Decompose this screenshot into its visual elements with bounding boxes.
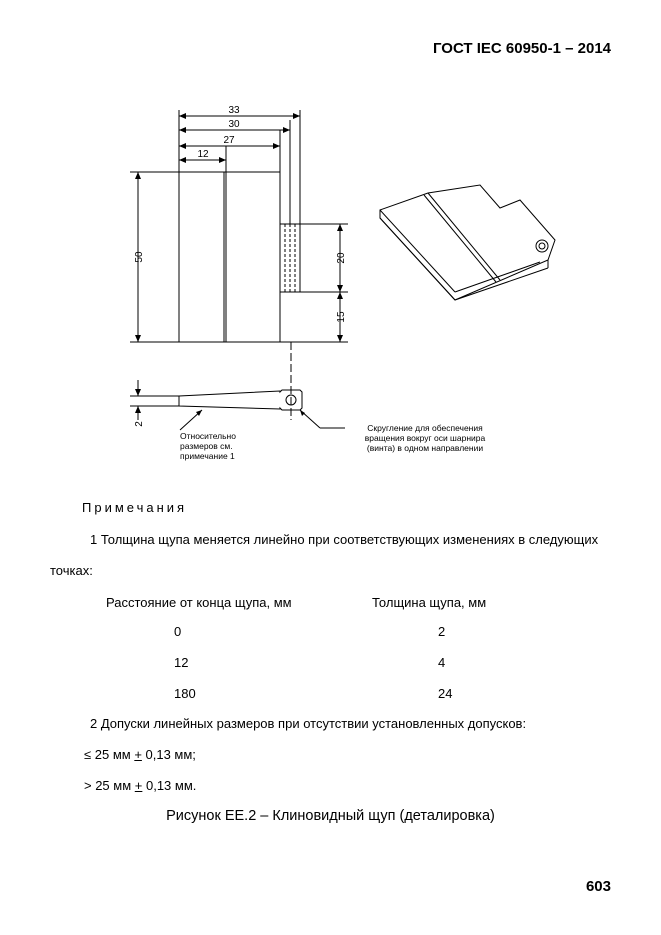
dim-27: 27 [223, 135, 235, 146]
page-number: 603 [585, 878, 611, 895]
callout-right-line-1: Скругление для обеспечения [367, 423, 483, 433]
table-header-thickness: Толщина щупа, мм [372, 595, 487, 610]
note-2: 2 Допуски линейных размеров при отсутствии установленных допусков: [90, 716, 527, 731]
dim-15: 15 [336, 311, 347, 323]
notes-heading: Примечания [82, 500, 188, 515]
table-header-distance: Расстояние от конца щупа, мм [106, 595, 292, 610]
tolerance-1: ≤ 25 мм + 0,13 мм; [84, 747, 196, 762]
dim-20: 20 [336, 252, 347, 264]
document-header: ГОСТ IEC 60950-1 – 2014 [432, 40, 611, 57]
table-cell: 24 [438, 686, 453, 701]
table-cell: 180 [174, 686, 196, 701]
dim-33: 33 [228, 105, 240, 116]
tolerance-2: > 25 мм + 0,13 мм. [84, 778, 197, 793]
callout-left-line-1: Относительно [180, 431, 236, 441]
table-cell: 4 [438, 655, 446, 670]
dim-50: 50 [134, 251, 145, 263]
callout-right-line-3: (винта) в одном направлении [366, 443, 484, 453]
table-cell: 0 [174, 624, 182, 639]
dim-12: 12 [197, 149, 209, 160]
dim-2: 2 [134, 421, 145, 427]
callout-right-line-2: вращения вокруг оси шарнира [364, 433, 486, 443]
table-cell: 2 [438, 624, 446, 639]
note-1-line-1: 1 Толщина щупа меняется линейно при соответствующих изменениях в следующих [90, 532, 599, 547]
table-cell: 12 [174, 655, 189, 670]
figure-caption: Рисунок ЕЕ.2 – Клиновидный щуп (деталировка) [166, 808, 495, 824]
callout-left-line-3: примечание 1 [180, 451, 235, 461]
dim-30: 30 [228, 119, 240, 130]
note-1-line-2: точках: [50, 563, 93, 578]
callout-left-line-2: размеров см. [180, 441, 233, 451]
